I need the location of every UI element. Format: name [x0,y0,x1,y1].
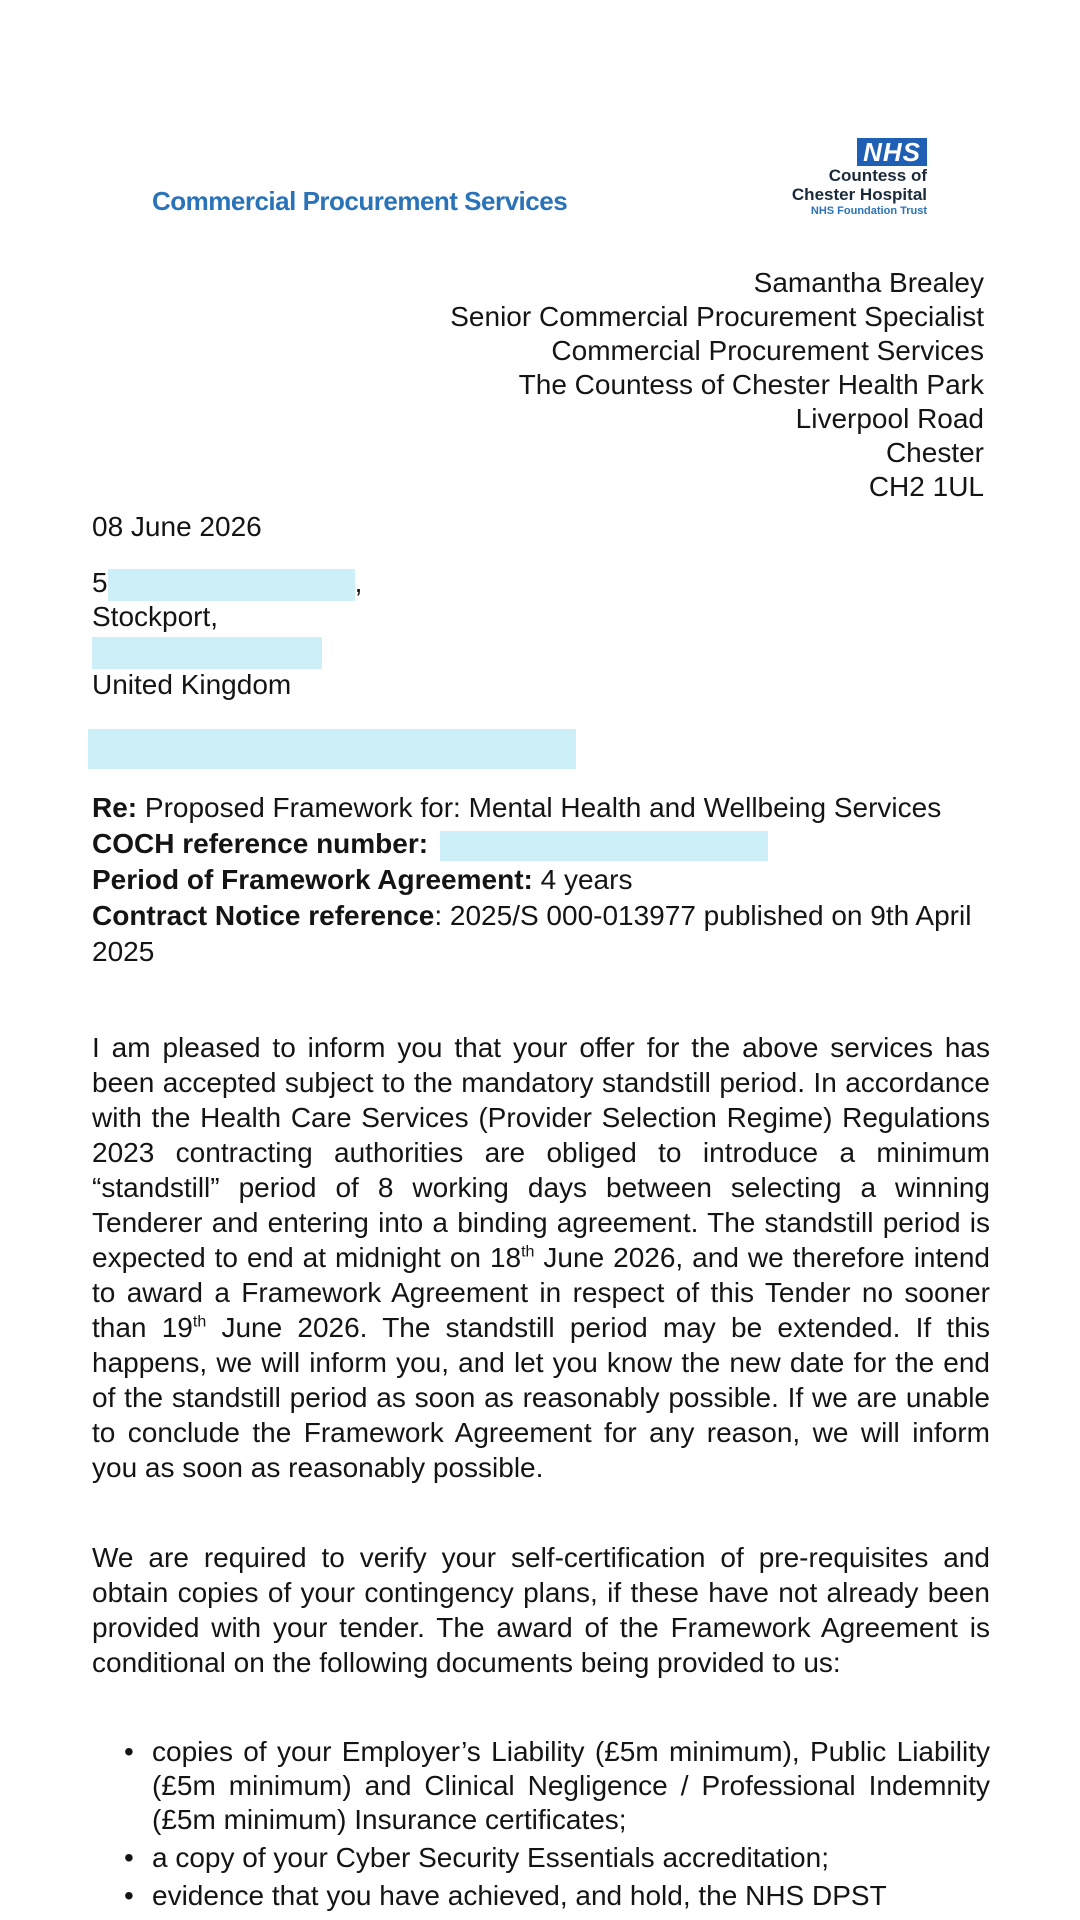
reference-block [92,790,992,970]
redaction-box [440,831,768,861]
recipient-line4: United Kingdom [92,669,292,700]
period-label: Period of Framework Agreement: [92,864,533,895]
sender-city: Chester [885,437,984,468]
nhs-logo-block [765,138,927,218]
notice-label: Contract Notice reference [92,900,435,931]
re-value: Proposed Framework for: Mental Health and Wellbeing Services [137,792,942,823]
re-label: Re: [92,792,138,823]
coch-label: COCH reference number: [92,828,429,859]
recipient-line1-prefix: 5 [92,567,108,598]
letter-date: 08 June 2026 [92,511,262,542]
recipient-line1 [92,566,362,600]
list-item-text: copies of your Employer’s Liability (£5m minimum), Public Liability (£5m minimum) and Clinical Negligence / Professional Indemnity (£5m minimum) Insurance certificates; [152,1736,990,1835]
list-item [120,1841,990,1875]
sender-name: Samantha Brealey [753,267,984,298]
ordinal-suffix: th [521,1243,535,1261]
sender-department: Commercial Procurement Services [551,335,984,366]
period-line [92,862,992,898]
sender-postcode: CH2 1UL [868,471,984,502]
redaction-box [108,569,355,601]
period-value: 4 years [532,864,633,895]
sender-address [450,266,984,504]
recipient-address [92,566,362,702]
redaction-box [92,637,322,669]
redaction-box [88,729,576,769]
nhs-logo: NHS [857,138,927,166]
org-name-line1: Countess of [828,166,927,185]
notice-value: : 2025/S 000-013977 published on 9th April 2025 [92,900,972,967]
paragraph-standstill [92,1030,990,1485]
org-trust-line: NHS Foundation Trust [810,205,927,217]
bullet-icon: • [124,1736,134,1767]
p1-part-a: I am pleased to inform you that your offer for the above services has been accepted subject to the mandatory standstill period. In accordance with the Health Care Services (Provider Selection Regime) Regulations 2023 contracting authorities are obliged to introduce a minimum “standstill” period of 8 working days between selecting a winning Tenderer and entering into a binding agreement. The standstill period is expected to end at midnight on 18 [92,1032,990,1273]
bullet-icon: • [124,1880,134,1911]
sender-title: Senior Commercial Procurement Specialist [450,301,984,332]
sender-road: Liverpool Road [795,403,984,434]
brand-title: Commercial Procurement Services [152,186,568,216]
notice-line [92,898,992,970]
recipient-line1-suffix: , [354,567,363,598]
sender-site: The Countess of Chester Health Park [518,369,984,400]
ordinal-suffix: th [192,1313,207,1331]
list-item [120,1735,990,1837]
bullet-icon: • [124,1842,134,1873]
re-line [92,790,992,826]
requirements-list [120,1735,990,1917]
list-item-text: a copy of your Cyber Security Essentials accreditation; [152,1842,829,1873]
paragraph-verification: We are required to verify your self-certification of pre-requisites and obtain copies of your contingency plans, if these have not already been provided with your tender. The award of the Framework Agreement is conditional on the following documents being provided to us: [92,1542,990,1678]
list-item-text: evidence that you have achieved, and hold, the NHS DPST [152,1880,887,1911]
recipient-line3 [92,634,362,668]
p1-part-b: June 2026, and we therefore intend to award a Framework Agreement in respect of this Tender no sooner than 19 [92,1242,991,1343]
list-item [120,1879,990,1913]
p1-part-c: June 2026. The standstill period may be extended. If this happens, we will inform you, and let you know the new date for the end of the standstill period as soon as reasonably possible. If we are unable to conclude the Framework Agreement for any reason, we will inform you as soon as reasonably possible. [92,1312,990,1483]
coch-line [92,826,992,862]
recipient-line2: Stockport, [92,601,219,632]
org-name-line2: Chester Hospital [791,185,927,204]
